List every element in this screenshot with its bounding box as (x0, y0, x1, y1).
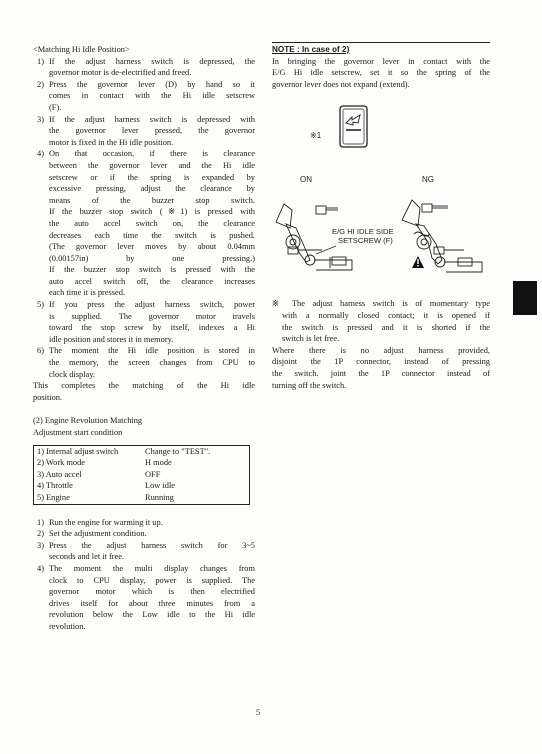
text-line: Where there is no adjust harness provided, (272, 345, 490, 355)
ng-label: NG (422, 175, 434, 185)
step-line: motor is fixed in the Hi idle position. (49, 137, 174, 147)
step-line: clock display. (49, 369, 95, 379)
text-line: disjoint the 1P connector, instead of pressing (272, 357, 490, 367)
step-line: auto accel switch off, the clearance increases (49, 276, 255, 286)
condition-row (34, 457, 250, 469)
text-line: E/G Hi idle setscrew, set it so the spring of the (272, 68, 490, 78)
step-line: seconds and let it free. (49, 552, 125, 562)
condition-item: 3) Auto accel (37, 469, 82, 479)
step-number: 3) (37, 114, 44, 124)
page-number: 5 (256, 708, 261, 717)
step-number: 1) (37, 517, 44, 527)
completion-line: position. (33, 392, 63, 402)
condition-row (34, 480, 250, 492)
step-line: means of the buzzer stop switch. (49, 195, 255, 205)
text-line: switch is let free. (282, 334, 340, 344)
step-number: 1) (37, 56, 44, 66)
step-line: If you press the adjust harness switch, power (49, 300, 255, 310)
text-line: with a normally closed contact; it is opened if (282, 310, 490, 320)
step-line: revolution. (49, 621, 86, 631)
footnote-text (272, 298, 490, 391)
step-line: toward the stop screw by itself, indexes a Hi (49, 323, 255, 333)
page-edge-tab (513, 281, 537, 315)
condition-row (34, 492, 250, 504)
step-line: Set the adjustment condition. (49, 529, 147, 539)
step-item (33, 517, 255, 529)
step-number: 4) (37, 149, 44, 159)
step-line: The moment the Hi idle position is stored in (49, 346, 255, 356)
step-item (33, 114, 255, 149)
step-line: the governor lever pressed, the governor (49, 126, 255, 136)
step-line: (The governor lever moves by about 0.04mm (49, 242, 255, 252)
step-line: excessive pressing, adjust the clearance by (49, 184, 255, 194)
lever-ng-diagram (402, 200, 482, 272)
step-line: governor motor is de-electrified and freed. (49, 68, 192, 78)
step-line: The moment the multi display changes from (49, 563, 255, 573)
on-label: ON (300, 175, 312, 185)
step-line: comes in contact with the Hi idle setscrew (49, 91, 255, 101)
text-line: ※ The adjust harness switch is of momentary type (272, 299, 490, 309)
text-line: governor lever does not expand (extend). (272, 79, 410, 89)
step-line: each time it is pressed. (49, 288, 126, 298)
step-line: the auto accel switch on, the clearance (49, 218, 255, 228)
step-line: If the buzzer stop switch is pressed with the (49, 265, 255, 275)
step-line: Press the adjust harness switch for 3~5 (49, 540, 255, 550)
condition-table (33, 445, 250, 505)
condition-row (34, 469, 250, 481)
text-line: the switch is pressed and it is shorted if the (282, 322, 490, 332)
condition-value: Change to "TEST". (145, 446, 211, 456)
step-line: drives itself for about three minutes from a (49, 598, 255, 608)
step-number: 6) (37, 346, 44, 356)
condition-item: 1) Internal adjust switch (37, 446, 119, 456)
step-line: On that occasion, if there is clearance (49, 149, 255, 159)
step-item (33, 56, 255, 79)
completion-statement (33, 380, 255, 403)
hi-idle-steps (33, 56, 255, 381)
step-line: is supplied. The governor motor travels (49, 311, 255, 321)
callout-line-1: E/G HI IDLE SIDE (332, 227, 394, 237)
step-item (33, 79, 255, 114)
step-number: 2) (37, 529, 44, 539)
step-item (33, 148, 255, 299)
step-line: between the governor lever and the Hi idle (49, 160, 255, 170)
condition-value: Running (145, 492, 174, 502)
step-line: If the adjust harness switch is depressed, the (49, 56, 255, 66)
step-number: 3) (37, 540, 44, 550)
step-line: Press the governor lever (D) by hand so it (49, 79, 255, 89)
step-line: If the buzzer stop switch (※1) is pressed with (49, 207, 255, 217)
step-line: setscrew or if the spring is expanded by (49, 172, 255, 182)
condition-value: H mode (145, 458, 172, 468)
step-item (33, 563, 255, 633)
buzzer-switch-icon (340, 106, 367, 147)
note-text (272, 56, 490, 91)
governor-lever-figure (272, 92, 492, 292)
step-item (33, 540, 255, 563)
right-column (272, 42, 490, 391)
condition-value: OFF (145, 469, 161, 479)
callout-line-2: SETSCREW (F) (338, 236, 393, 246)
completion-line: This completes the matching of the Hi idle (33, 381, 255, 391)
text-line: the switch. joint the 1P connector instead of (272, 368, 490, 378)
text-line: turning off the switch. (272, 380, 347, 390)
step-number: 2) (37, 79, 44, 89)
condition-row (34, 445, 250, 457)
step-line: governor motor which is then electrified (49, 587, 255, 597)
step-line: clock to CPU display, power is supplied. The (49, 575, 255, 585)
step-line: If the adjust harness switch is depressed with (49, 114, 255, 124)
engine-matching-steps (33, 517, 255, 633)
step-line: Run the engine for warming it up. (49, 517, 163, 527)
switch-ref-label: ※1 (310, 131, 322, 141)
step-number: 5) (37, 300, 44, 310)
step-number: 4) (37, 563, 44, 573)
hi-idle-heading: <Matching Hi Idle Position> (33, 45, 130, 54)
note-title: NOTE : In case of 2) (272, 45, 350, 54)
condition-item: 2) Work mode (37, 458, 86, 468)
warning-icon (412, 256, 424, 268)
condition-item: 5) Engine (37, 492, 70, 502)
step-line: revolution below the Low idle to the Hi idle (49, 610, 255, 620)
step-line: (F). (49, 102, 62, 112)
step-line: idle position and stores it in memory. (49, 334, 174, 344)
step-line: the memory, the screen changes from CPU to (49, 358, 255, 368)
text-line: In bringing the governor lever in contact with the (272, 56, 490, 66)
condition-item: 4) Throttle (37, 481, 73, 491)
step-line: (0.00157in) by one pressing.) (49, 253, 255, 263)
start-condition-label: Adjustment start condition (33, 428, 123, 437)
condition-value: Low idle (145, 481, 176, 491)
step-item (33, 299, 255, 345)
left-column (33, 44, 255, 633)
step-item (33, 345, 255, 380)
step-item (33, 528, 255, 540)
step-line: decreases each time the switch is pushed. (49, 230, 255, 240)
section-2-title: (2) Engine Revolution Matching (33, 416, 143, 426)
